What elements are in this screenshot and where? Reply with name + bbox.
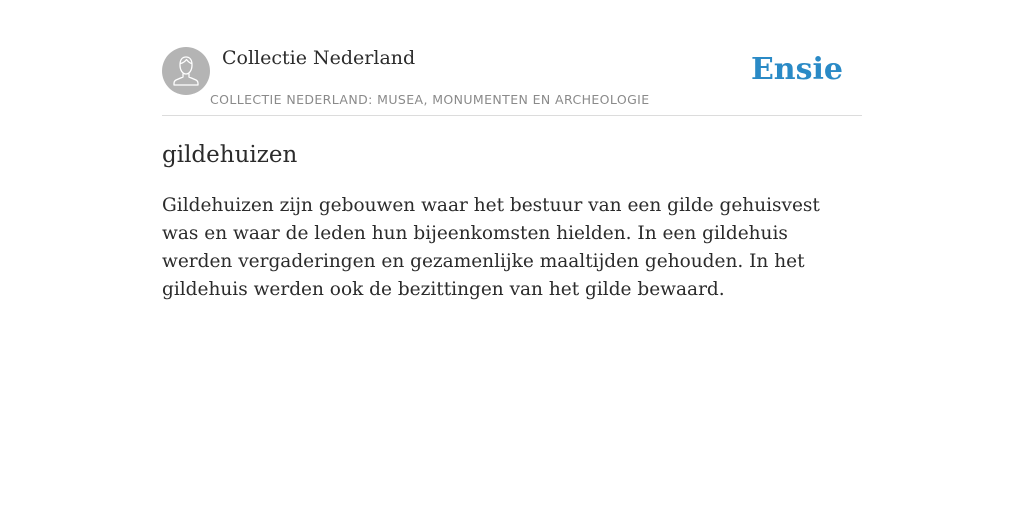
article-title: gildehuizen [162,142,298,168]
author-avatar[interactable] [162,47,210,95]
collection-subtitle[interactable]: COLLECTIE NEDERLAND: MUSEA, MONUMENTEN EN ARCHEOLOGIE [210,92,650,107]
header [162,46,862,116]
author-name[interactable]: Collectie Nederland [222,47,416,69]
brand-logo[interactable]: Ensie [750,52,843,87]
article-body: Gildehuizen zijn gebouwen waar het bestuur van een gilde gehuisvest was en waar de leden hun bijeenkomsten hielden. In een gildehuis werden vergaderingen en gezamenlijke maaltijden gehouden. In het gildehuis werden ook de bezittingen van het gilde bewaard. [162,195,820,300]
user-avatar-icon [162,47,210,95]
